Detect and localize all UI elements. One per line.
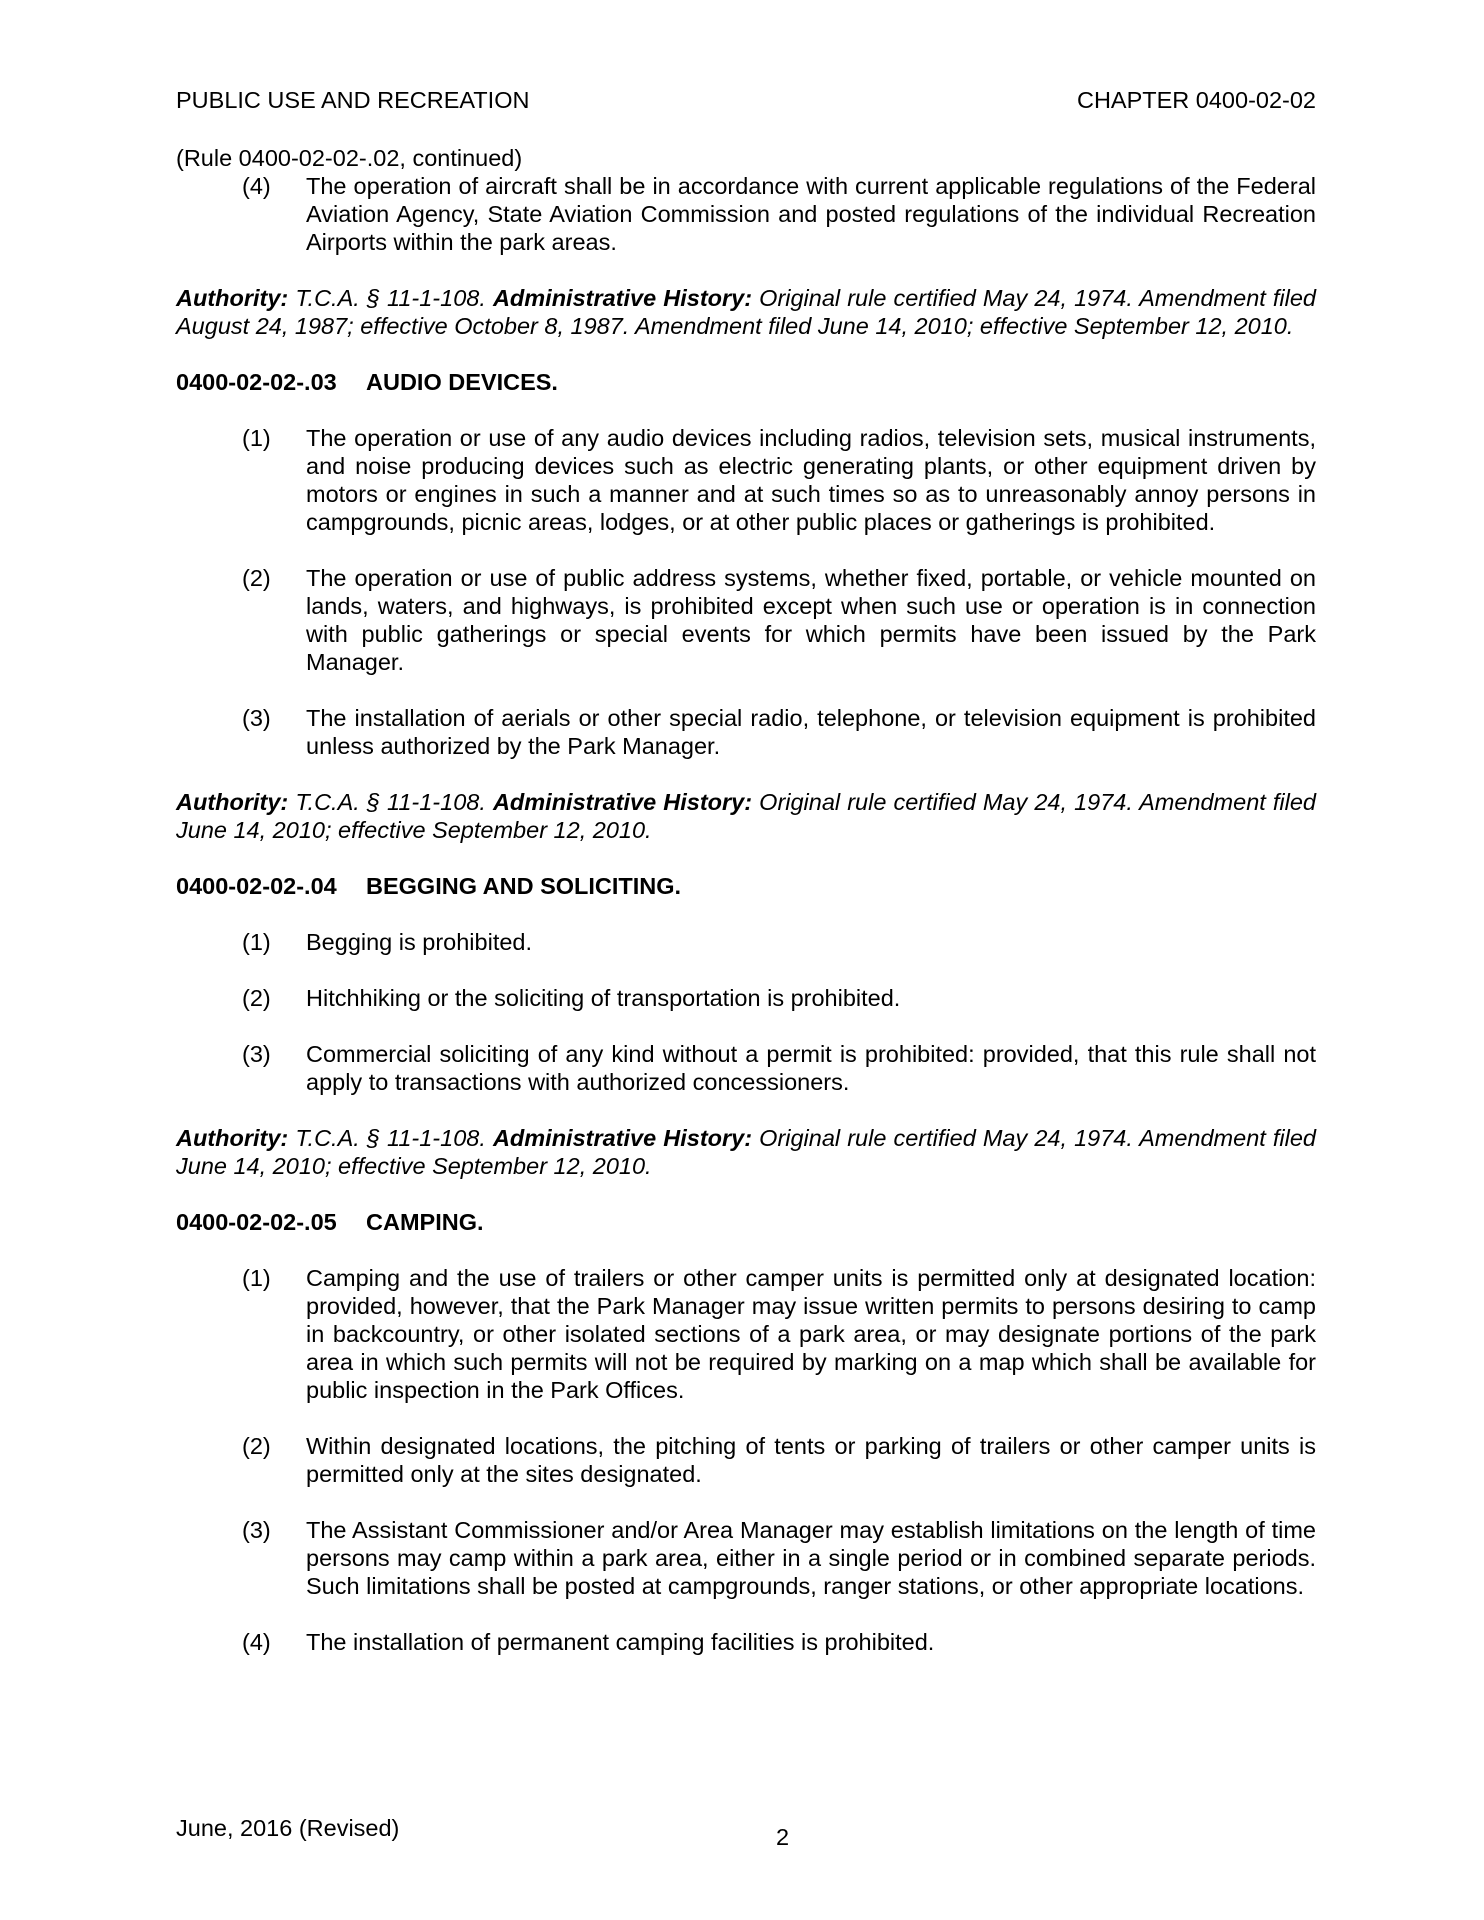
- rule-04-item-2: [176, 984, 1316, 1012]
- section-id: 0400-02-02-.04: [176, 873, 337, 899]
- section-title: AUDIO DEVICES.: [366, 369, 558, 395]
- document-body: [176, 144, 1316, 1656]
- continued-label: (Rule 0400-02-02-.02, continued): [176, 145, 523, 171]
- item-number: (4): [242, 1629, 271, 1655]
- item-number: (3): [242, 1041, 271, 1067]
- history-label: Administrative History:: [492, 285, 753, 311]
- item-text: The Assistant Commissioner and/or Area Manager may establish limitations on the length of time persons may camp within a park area, either in a single period or in combined separate periods. Such limitations shall be posted at campgrounds, ranger stations, or other appropriate locations.: [306, 1517, 1316, 1599]
- item-number: (2): [242, 1433, 271, 1459]
- authority-citation: T.C.A. § 11-1-108.: [288, 285, 493, 311]
- item-number: (1): [242, 425, 271, 451]
- item-text: Within designated locations, the pitching of tents or parking of trailers or other camper units is permitted only at the sites designated.: [306, 1433, 1316, 1487]
- footer-date: June, 2016 (Revised): [176, 1815, 400, 1841]
- rule-05-item-2: [176, 1432, 1316, 1488]
- history-text: Original rule certified May 24, 1974. Amendment filed August 24, 1987; effective October 8, 1987. Amendment filed June 14, 2010; effective September 12, 2010.: [176, 285, 1316, 339]
- item-text: Hitchhiking or the soliciting of transportation is prohibited.: [306, 985, 901, 1011]
- authority-label: Authority:: [176, 285, 289, 311]
- item-number: (4): [242, 173, 271, 199]
- item-number: (2): [242, 565, 271, 591]
- item-number: (1): [242, 929, 271, 955]
- authority-citation: T.C.A. § 11-1-108.: [288, 789, 493, 815]
- rule-05-heading: [176, 1208, 1316, 1236]
- rule-02-item-4: [176, 172, 1316, 256]
- item-number: (3): [242, 705, 271, 731]
- rule-02-authority: [176, 284, 1316, 340]
- section-title: BEGGING AND SOLICITING.: [366, 873, 682, 899]
- rule-04-item-1: [176, 928, 1316, 956]
- rule-05-item-3: [176, 1516, 1316, 1600]
- document-page: [176, 0, 1316, 1920]
- item-text: The operation of aircraft shall be in accordance with current applicable regulations of the Federal Aviation Agency, State Aviation Commission and posted regulations of the individual Recreation Airports within the park areas.: [306, 173, 1316, 255]
- section-id: 0400-02-02-.03: [176, 369, 337, 395]
- rule-03-item-3: [176, 704, 1316, 760]
- rule-05-item-1: [176, 1264, 1316, 1404]
- page-number: 2: [776, 1824, 790, 1850]
- rule-05-item-4: [176, 1628, 1316, 1656]
- section-title: CAMPING.: [366, 1209, 484, 1235]
- authority-label: Authority:: [176, 789, 289, 815]
- history-label: Administrative History:: [492, 789, 753, 815]
- rule-04-authority: [176, 1124, 1316, 1180]
- item-number: (1): [242, 1265, 271, 1291]
- section-id: 0400-02-02-.05: [176, 1209, 337, 1235]
- history-text: Original rule certified May 24, 1974. Amendment filed June 14, 2010; effective September 12, 2010.: [176, 1125, 1316, 1179]
- item-text: Commercial soliciting of any kind without a permit is prohibited: provided, that this rule shall not apply to transactions with authorized concessioners.: [306, 1041, 1316, 1095]
- history-text: Original rule certified May 24, 1974. Amendment filed June 14, 2010; effective September 12, 2010.: [176, 789, 1316, 843]
- history-label: Administrative History:: [492, 1125, 753, 1151]
- header-chapter: CHAPTER 0400-02-02: [1076, 87, 1316, 113]
- header-title: PUBLIC USE AND RECREATION: [176, 87, 530, 113]
- item-text: Camping and the use of trailers or other camper units is permitted only at designated location: provided, however, that the Park Manager may issue written permits to persons desiring to camp in backcountry, or other isolated sections of a park area, or may designate portions of the park area in which such permits will not be required by marking on a map which shall be available for public inspection in the Park Offices.: [306, 1265, 1316, 1403]
- rule-03-authority: [176, 788, 1316, 844]
- rule-03-heading: [176, 368, 1316, 396]
- item-text: The operation or use of public address systems, whether fixed, portable, or vehicle mounted on lands, waters, and highways, is prohibited except when such use or operation is in connection with public gatherings or special events for which permits have been issued by the Park Manager.: [306, 565, 1316, 675]
- rule-03-item-2: [176, 564, 1316, 676]
- rule-04-heading: [176, 872, 1316, 900]
- item-text: The operation or use of any audio devices including radios, television sets, musical instruments, and noise producing devices such as electric generating plants, or other equipment driven by motors or engines in such a manner and at such times so as to unreasonably annoy persons in campgrounds, picnic areas, lodges, or at other public places or gatherings is prohibited.: [306, 425, 1316, 535]
- item-number: (3): [242, 1517, 271, 1543]
- item-text: The installation of aerials or other special radio, telephone, or television equipment is prohibited unless authorized by the Park Manager.: [306, 705, 1316, 759]
- item-text: Begging is prohibited.: [306, 929, 533, 955]
- authority-citation: T.C.A. § 11-1-108.: [288, 1125, 493, 1151]
- item-text: The installation of permanent camping facilities is prohibited.: [306, 1629, 935, 1655]
- rule-03-item-1: [176, 424, 1316, 536]
- rule-04-item-3: [176, 1040, 1316, 1096]
- authority-label: Authority:: [176, 1125, 289, 1151]
- item-number: (2): [242, 985, 271, 1011]
